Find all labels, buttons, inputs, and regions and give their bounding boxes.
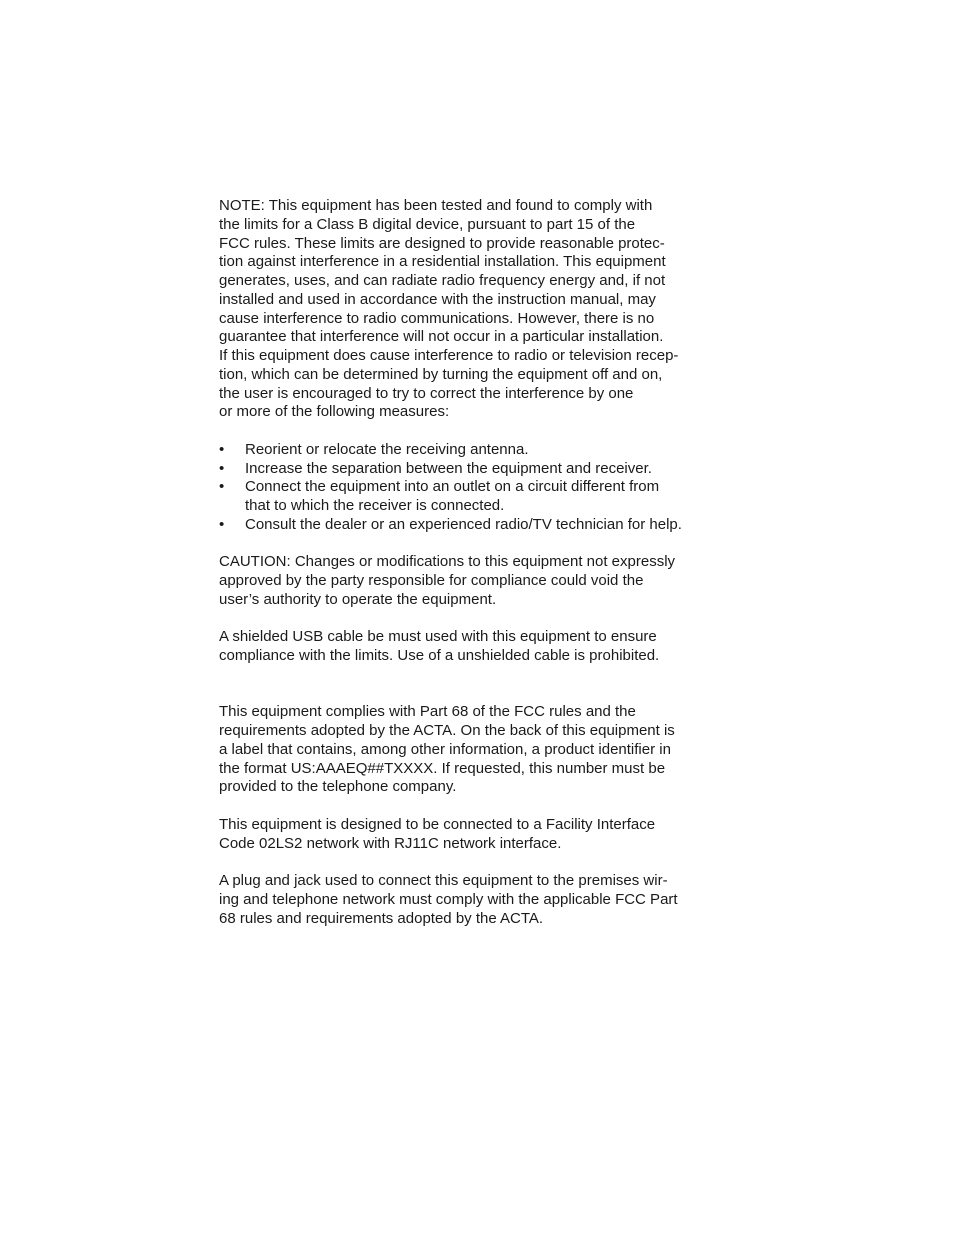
text-line: cause interference to radio communications. However, there is no — [219, 309, 655, 327]
text-line: requirements adopted by the ACTA. On the back of this equipment is — [219, 722, 675, 739]
bullet-icon: • — [219, 459, 225, 477]
part68-paragraph — [219, 703, 709, 797]
text-line: This equipment complies with Part 68 of the FCC rules and the — [219, 703, 636, 721]
text-line: the format US:AAAEQ##TXXXX. If requested, this number must be — [219, 759, 666, 777]
note-paragraph — [219, 197, 709, 422]
list-item — [219, 478, 709, 516]
bullet-icon: • — [219, 478, 225, 496]
text-line: This equipment is designed to be connected to a Facility Interface — [219, 815, 656, 833]
paragraph-spacer — [219, 610, 709, 629]
bullet-icon: • — [219, 440, 225, 458]
text-line: Code 02LS2 network with RJ11C network interface. — [219, 834, 562, 852]
text-line: the limits for a Class B digital device, pursuant to part 15 of the — [219, 215, 636, 233]
list-item-text: Increase the separation between the equipment and receiver. — [245, 459, 652, 477]
text-line: compliance with the limits. Use of a unshielded cable is prohibited. — [219, 647, 660, 664]
text-line: tion, which can be determined by turning the equipment off and on, — [219, 365, 663, 383]
section-spacer — [219, 666, 709, 704]
text-line: A shielded USB cable be must used with this equipment to ensure — [219, 628, 657, 646]
caution-paragraph — [219, 553, 709, 609]
text-line: If this equipment does cause interference to radio or television recep- — [219, 347, 679, 364]
text-line: guarantee that interference will not occur in a particular installation. — [219, 328, 664, 346]
list-item — [219, 441, 709, 460]
text-line: installed and used in accordance with the instruction manual, may — [219, 290, 656, 308]
facility-interface-paragraph — [219, 816, 709, 854]
text-line: A plug and jack used to connect this equipment to the premises wir- — [219, 872, 668, 889]
usb-cable-paragraph — [219, 628, 709, 666]
list-item — [219, 460, 709, 479]
list-item — [219, 516, 709, 535]
document-page — [219, 197, 709, 928]
plug-jack-paragraph — [219, 872, 709, 928]
text-line: a label that contains, among other information, a product identifier in — [219, 740, 671, 758]
text-line: tion against interference in a residential installation. This equipment — [219, 253, 666, 271]
list-item-text: that to which the receiver is connected. — [245, 497, 505, 514]
text-line: or more of the following measures: — [219, 403, 450, 421]
text-line: CAUTION: Changes or modifications to this equipment not expressly — [219, 553, 676, 571]
text-line: the user is encouraged to try to correct the interference by one — [219, 384, 634, 402]
list-item-text: Consult the dealer or an experienced radio/TV technician for help. — [245, 515, 682, 533]
text-line: user’s authority to operate the equipment. — [219, 590, 497, 608]
text-line: approved by the party responsible for compliance could void the — [219, 572, 644, 589]
bullet-icon: • — [219, 515, 225, 533]
paragraph-spacer — [219, 853, 709, 872]
list-item-text: Connect the equipment into an outlet on a circuit different from — [245, 478, 660, 496]
text-line: ing and telephone network must comply with the applicable FCC Part — [219, 890, 678, 908]
text-line: generates, uses, and can radiate radio frequency energy and, if not — [219, 272, 666, 289]
text-line: 68 rules and requirements adopted by the ACTA. — [219, 909, 544, 927]
text-line: NOTE: This equipment has been tested and found to comply with — [219, 197, 653, 214]
text-line: FCC rules. These limits are designed to provide reasonable protec- — [219, 234, 665, 252]
paragraph-spacer — [219, 422, 709, 441]
list-item-text: Reorient or relocate the receiving antenna. — [245, 440, 529, 458]
measures-list — [219, 441, 709, 535]
text-line: provided to the telephone company. — [219, 778, 457, 796]
paragraph-spacer — [219, 797, 709, 816]
paragraph-spacer — [219, 535, 709, 554]
